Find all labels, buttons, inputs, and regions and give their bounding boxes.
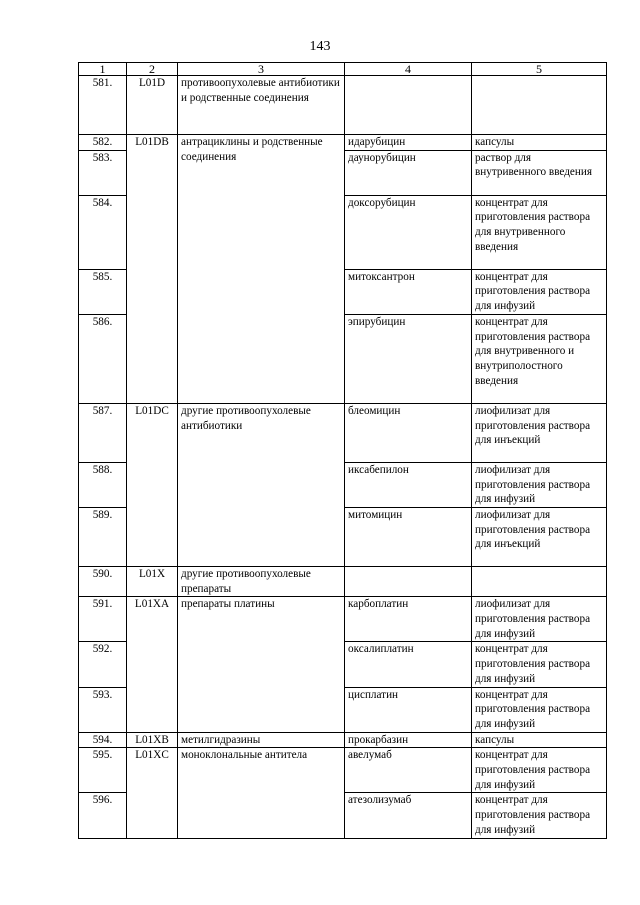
dosage-form: концентрат для приготовления раствора для внутривенного введения (472, 195, 607, 269)
column-header: 3 (178, 63, 345, 76)
drug-name: оксалиплатин (345, 642, 472, 687)
drug-name: блеомицин (345, 403, 472, 462)
row-number: 581. (79, 76, 127, 135)
column-header: 5 (472, 63, 607, 76)
row-number: 592. (79, 642, 127, 687)
dosage-form: концентрат для приготовления раствора для внутривенного и внутриполостного введения (472, 314, 607, 403)
medication-table (78, 62, 607, 839)
table-row (79, 566, 607, 596)
atc-code: L01DC (127, 403, 178, 566)
table-row (79, 403, 607, 462)
drug-name: доксорубицин (345, 195, 472, 269)
drug-name: эпирубицин (345, 314, 472, 403)
column-header: 1 (79, 63, 127, 76)
dosage-form: капсулы (472, 135, 607, 151)
drug-name: митомицин (345, 507, 472, 566)
table-row (79, 597, 607, 642)
row-number: 593. (79, 687, 127, 732)
row-number: 591. (79, 597, 127, 642)
group-name: метилгидразины (178, 732, 345, 748)
table-row (79, 732, 607, 748)
group-name: другие противоопухолевые препараты (178, 566, 345, 596)
row-number: 595. (79, 748, 127, 793)
dosage-form: концентрат для приготовления раствора для инфузий (472, 793, 607, 838)
atc-code: L01XB (127, 732, 178, 748)
row-number: 594. (79, 732, 127, 748)
group-name: антрациклины и родственные соединения (178, 135, 345, 404)
group-name: другие противоопухолевые антибиотики (178, 403, 345, 566)
row-number: 596. (79, 793, 127, 838)
row-number: 586. (79, 314, 127, 403)
table-header-row (79, 63, 607, 76)
dosage-form: лиофилизат для приготовления раствора для инъекций (472, 403, 607, 462)
page-number: 143 (309, 39, 331, 54)
drug-name: идарубицин (345, 135, 472, 151)
atc-code: L01XA (127, 597, 178, 732)
dosage-form (472, 566, 607, 596)
atc-code: L01XC (127, 748, 178, 838)
group-name: моноклональные антитела (178, 748, 345, 838)
drug-name: даунорубицин (345, 150, 472, 195)
group-name: противоопухолевые антибиотики и родственные соединения (178, 76, 345, 135)
dosage-form (472, 76, 607, 135)
atc-code: L01X (127, 566, 178, 596)
row-number: 588. (79, 462, 127, 507)
dosage-form: капсулы (472, 732, 607, 748)
row-number: 589. (79, 507, 127, 566)
row-number: 584. (79, 195, 127, 269)
table-row (79, 135, 607, 151)
group-name: препараты платины (178, 597, 345, 732)
table-row (79, 76, 607, 135)
dosage-form: концентрат для приготовления раствора для инфузий (472, 687, 607, 732)
drug-name (345, 566, 472, 596)
drug-name: митоксантрон (345, 269, 472, 314)
drug-name: иксабепилон (345, 462, 472, 507)
row-number: 583. (79, 150, 127, 195)
row-number: 587. (79, 403, 127, 462)
column-header: 4 (345, 63, 472, 76)
row-number: 590. (79, 566, 127, 596)
row-number: 582. (79, 135, 127, 151)
drug-name: атезолизумаб (345, 793, 472, 838)
table-row (79, 748, 607, 793)
atc-code: L01D (127, 76, 178, 135)
dosage-form: концентрат для приготовления раствора для инфузий (472, 269, 607, 314)
drug-name: авелумаб (345, 748, 472, 793)
atc-code: L01DB (127, 135, 178, 404)
drug-name: карбоплатин (345, 597, 472, 642)
dosage-form: концентрат для приготовления раствора для инфузий (472, 642, 607, 687)
drug-name (345, 76, 472, 135)
dosage-form: лиофилизат для приготовления раствора для инфузий (472, 597, 607, 642)
drug-name: прокарбазин (345, 732, 472, 748)
dosage-form: лиофилизат для приготовления раствора для инфузий (472, 462, 607, 507)
row-number: 585. (79, 269, 127, 314)
dosage-form: концентрат для приготовления раствора для инфузий (472, 748, 607, 793)
drug-name: цисплатин (345, 687, 472, 732)
column-header: 2 (127, 63, 178, 76)
dosage-form: раствор для внутривенного введения (472, 150, 607, 195)
dosage-form: лиофилизат для приготовления раствора для инъекций (472, 507, 607, 566)
